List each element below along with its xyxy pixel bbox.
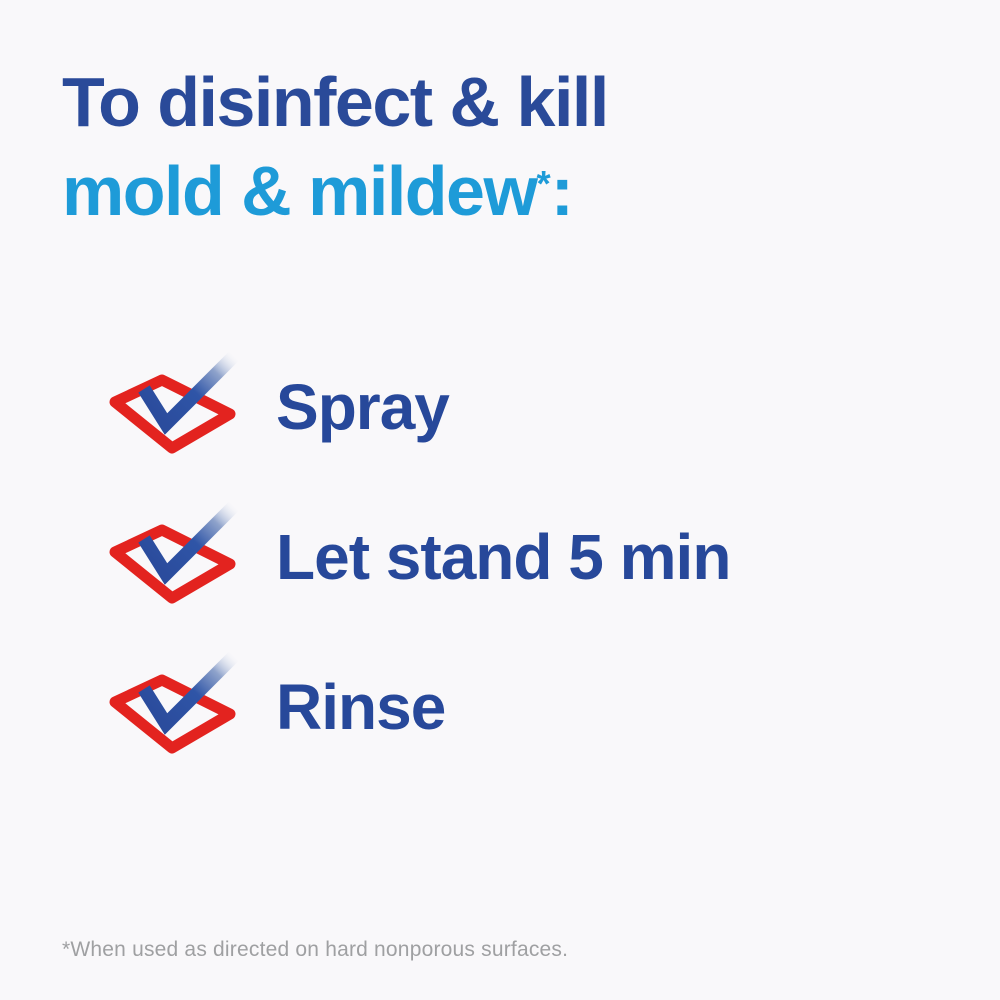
- headline-line2: [62, 143, 608, 232]
- headline-line2-text: mold & mildew: [62, 151, 537, 230]
- step-item-spray: [110, 352, 449, 462]
- checkbox-checkmark-icon: [110, 352, 240, 462]
- headline-colon: :: [550, 151, 573, 230]
- checkbox-checkmark-icon: [110, 502, 240, 612]
- footnote: *When used as directed on hard nonporous surfaces.: [62, 938, 569, 961]
- step-item-rinse: [110, 652, 445, 762]
- step-label: Rinse: [276, 671, 446, 743]
- step-label: Let stand 5 min: [276, 521, 731, 593]
- footnote-marker: *: [536, 163, 551, 204]
- headline-line1: To disinfect & kill: [62, 63, 608, 141]
- checkbox-checkmark-icon: [110, 652, 240, 762]
- headline: [62, 62, 608, 232]
- step-item-let-stand: [110, 502, 730, 612]
- step-label: Spray: [276, 371, 449, 443]
